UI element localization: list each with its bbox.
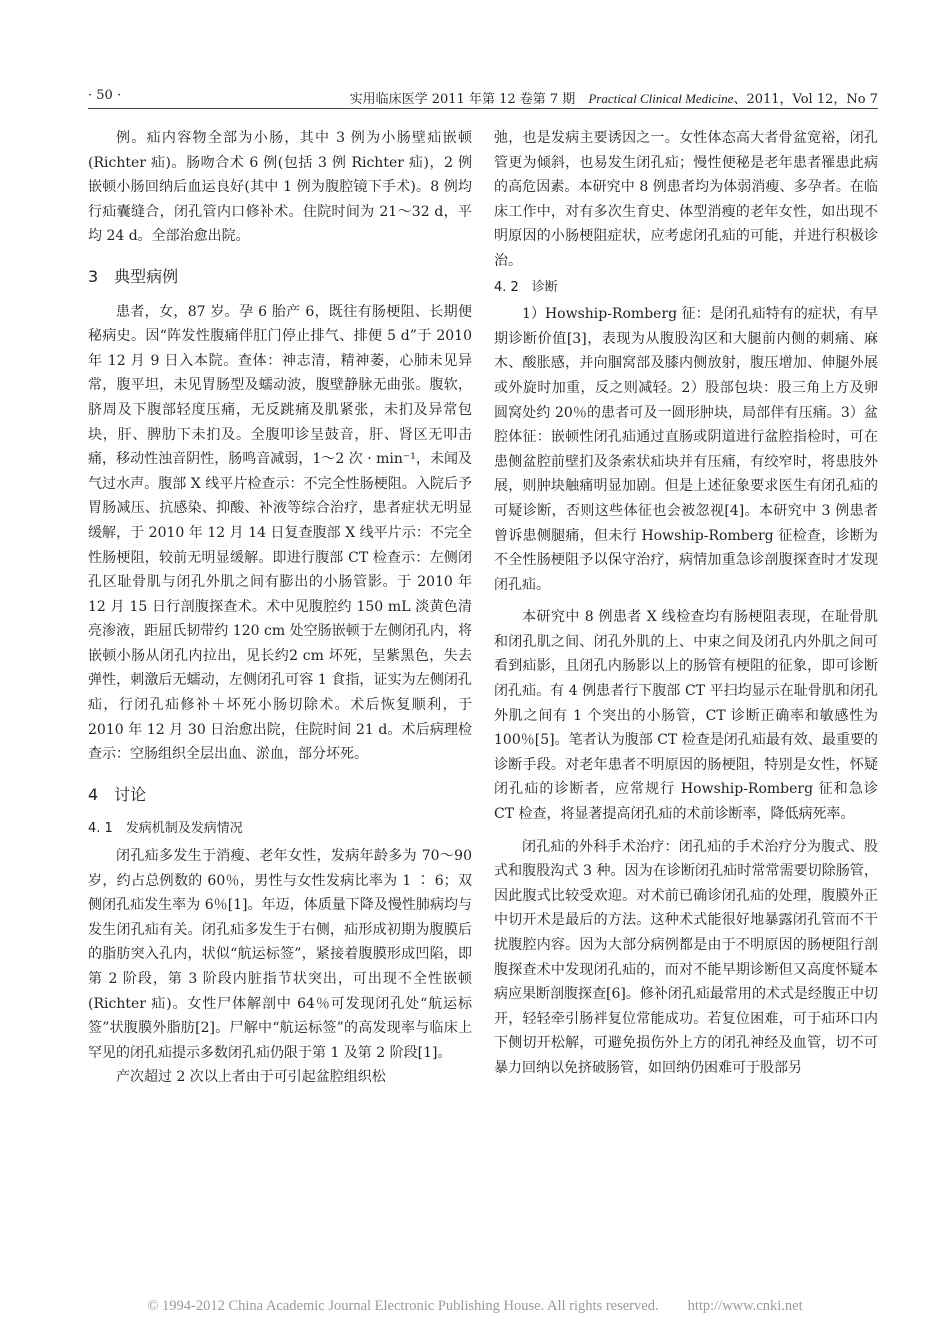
copyright-footer: © 1994-2012 China Academic Journal Electronic Publishing House. All rights reserved. http://www.cnki.net	[147, 1298, 803, 1314]
diagnosis-paragraph: 1）Howship-Romberg 征：是闭孔疝特有的症状，有早期诊断价值[3]，表现为从腹股沟区和大腿前内侧的刺痛、麻木、酸胀感，并向腘窝部及膝内侧放射，腹压增加、伸腿外展或外旋时加重，反之则减轻。2）股部包块：股三角上方及卵圆窝处约 20％的患者可及一圆形肿块，局部伴有压痛。3）盆腔体征：嵌顿性闭孔疝通过直肠或阴道进行盆腔指检时，可在患侧盆腔前壁扪及条索状疝块并有压痛，有绞窄时，将患肢外展，则肿块触痛明显加剧。但是上述征象要求医生有闭孔疝的可疑诊断，否则这些体征也会被忽视[4]。本研究中 3 例患者曾诉患侧腿痛，但未行 Howship-Romberg 征检查，诊断为不全性肠梗阻予以保守治疗，病情加重急诊剖腹探查时才发现闭孔疝。	[494, 306, 878, 593]
case-report-paragraph: 患者，女，87 岁。孕 6 胎产 6，既往有肠梗阻、长期便秘病史。因“阵发性腹痛伴肛门停止排气、排便 5 d”于 2010 年 12 月 9 日入本院。查体：神志清，精神萎，心肺未见异常，腹平坦，未见胃肠型及蠕动波，腹壁静脉无曲张。腹软，脐周及下腹部轻度压痛，无反跳痛及肌紧张，未扪及异常包块，肝、脾肋下未扪及。全腹叩诊呈鼓音，肝、肾区无叩击痛，移动性浊音阴性，肠鸣音减弱，1～2 次 · min⁻¹，未闻及气过水声。腹部 X 线平片检查示：不完全性肠梗阻。入院后予胃肠减压、抗感染、抑酸、补液等综合治疗，患者症状无明显缓解，于 2010 年 12 月 14 日复查腹部 X 线平片示：不完全性肠梗阻，较前无明显缓解。即进行腹部 CT 检查示：左侧闭孔区耻骨肌与闭孔外肌之间有膨出的小肠管影。于 2010 年 12 月 15 日行剖腹探查术。术中见腹腔约 150 mL 淡黄色清亮渗液，距屈氏韧带约 120 cm 处空肠嵌顿于左侧闭孔内，将嵌顿小肠从闭孔内拉出，见长约2 cm 坏死，呈紫黑色，失去弹性，刺激后无蠕动，左侧闭孔可容 1 食指，证实为左侧闭孔疝，行闭孔疝修补＋坏死小肠切除术。术后恢复顺利，于 2010 年 12 月 30 日治愈出院，住院时间 21 d。术后病理检查示：空肠组织全层出血、淤血，部分坏死。	[88, 303, 472, 763]
surgery-paragraph: 闭孔疝的外科手术治疗：闭孔疝的手术治疗分为腹式、股式和腹股沟式 3 种。因为在诊断闭孔疝时常常需要切除肠管，因此腹式比较受欢迎。对术前已确诊闭孔疝的处理，腹膜外正中切开术是最后的方法。这种术式能很好地暴露闭孔管而不干扰腹腔内容。因为大部分病例都是由于不明原因的肠梗阻行剖腹探查术中发现闭孔疝的，而对不能早期诊断但又高度怀疑本病应果断剖腹探查[6]。修补闭孔疝最常用的术式是经腹正中切开，轻轻牵引肠袢复位常能成功。若复位困难，可于疝环口内下侧切开松解，可避免损伤外上方的闭孔神经及血管，切不可暴力回纳以免挤破肠管，如回纳仍困难可于股部另	[494, 838, 878, 1076]
section-4-1-heading: 4. 1 发病机制及发病情况	[88, 821, 243, 837]
header-rule	[88, 108, 878, 109]
pathogenesis-paragraph-end: 弛，也是发病主要诱因之一。女性体态高大者骨盆宽裕，闭孔管更为倾斜，也易发生闭孔疝；慢性便秘是老年患者罹患此病的高危因素。本研究中 8 例患者均为体弱消瘦、多孕者。在临床工作中，对有多次生育史、体型消瘦的老年女性，如出现不明原因的小肠梗阻症状，应考虑闭孔疝的可能，并进行积极诊治。	[494, 130, 878, 269]
results-paragraph: 例。疝内容物全部为小肠，其中 3 例为小肠壁疝嵌顿(Richter 疝)。肠吻合术 6 例(包括 3 例 Richter 疝)，2 例嵌顿小肠回纳后血运良好(其中 1 例为腹腔镜下手术)。8 例均行疝囊缝合，闭孔管内口修补术。住院时间为 21～32 d，平均 24 d。全部治愈出院。	[88, 130, 472, 245]
left-column	[88, 126, 472, 1090]
page-number: · 50 ·	[88, 88, 122, 103]
journal-cn: 实用临床医学 2011 年第 12 卷第 7 期	[349, 92, 576, 107]
paragraph-gap	[494, 827, 878, 835]
pathogenesis-paragraph: 闭孔疝多发生于消瘦、老年女性，发病年龄多为 70～90 岁，约占总例数的 60％，男性与女性发病比率为 1 ∶ 6；双侧闭孔疝发生率为 6％[1]。年迈，体质量下降及慢性肺病均与发生闭孔疝有关。闭孔疝多发生于右侧，疝形成初期为腹膜后的脂肪突入孔内，状似“航运标签”，紧接着腹膜形成凹陷，即第 2 阶段，第 3 阶段内脏指节状突出，可出现不全性嵌顿(Richter 疝)。女性尸体解剖中 64％可发现闭孔处“航运标签”状腹膜外脂肪[2]。尸解中“航运标签”的高发现率与临床上罕见的闭孔疝提示多数闭孔疝仍限于第 1 及第 2 阶段[1]。	[88, 848, 472, 1061]
section-4-heading: 4 讨论	[88, 784, 147, 804]
journal-en: Practical Clinical Medicine	[588, 91, 734, 106]
running-header	[88, 88, 878, 110]
journal-en-tail: 、2011，Vol 12，No 7	[733, 92, 878, 107]
paragraph-gap	[494, 597, 878, 605]
journal-citation	[350, 88, 878, 107]
imaging-paragraph: 本研究中 8 例患者 X 线检查均有肠梗阻表现，在耻骨肌和闭孔肌之间、闭孔外肌的上、中束之间及闭孔内外肌之间可看到疝影，且闭孔内肠影以上的肠管有梗阻的征象，即可诊断闭孔疝。有 4 例患者行下腹部 CT 平扫均显示在耻骨肌和闭孔外肌之间有 1 个突出的小肠管，CT 诊断正确率和敏感性为 100％[5]。笔者认为腹部 CT 检查是闭孔疝最有效、最重要的诊断手段。对老年患者不明原因的肠梗阻，特别是女性，怀疑闭孔疝的诊断者，应常规行 Howship-Romberg 征和急诊 CT 检查，将显著提高闭孔疝的术前诊断率，降低病死率。	[494, 609, 878, 823]
section-3-heading: 3 典型病例	[88, 266, 179, 286]
right-column	[494, 126, 878, 1081]
pathogenesis-paragraph-continued: 产次超过 2 次以上者由于可引起盆腔组织松	[116, 1069, 386, 1086]
section-4-2-heading: 4. 2 诊断	[494, 279, 558, 295]
